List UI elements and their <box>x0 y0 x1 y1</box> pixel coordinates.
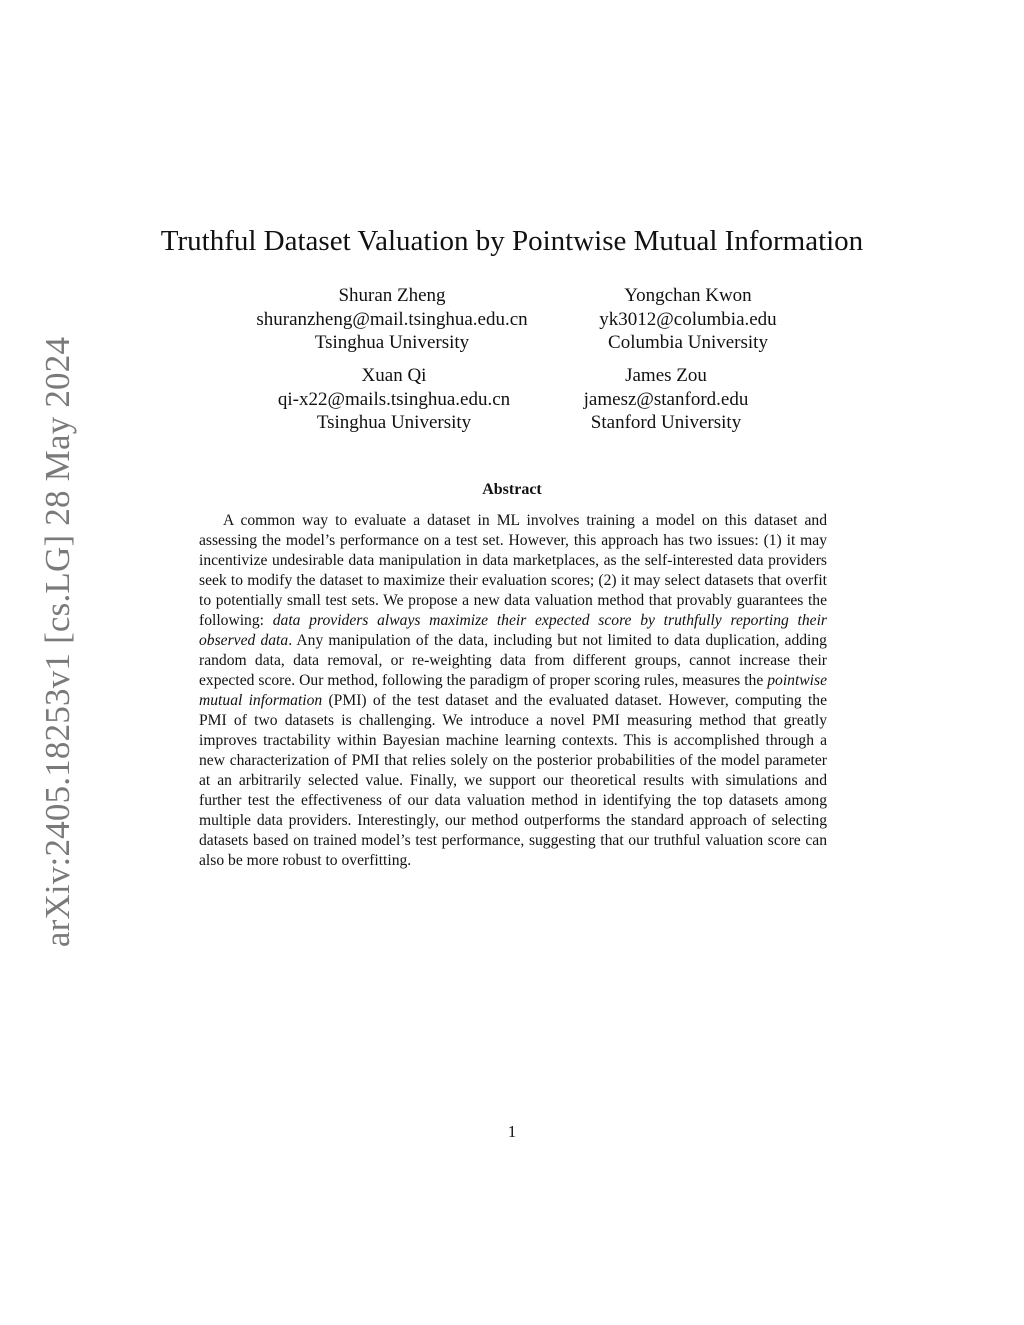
paper-title: Truthful Dataset Valuation by Pointwise Mutual Information <box>160 225 864 257</box>
abstract-emphasis: pointwise mutual information <box>199 672 827 709</box>
author-affiliation: Tsinghua University <box>316 412 472 433</box>
abstract-text: A common way to evaluate a dataset in ML involves training a model on this dataset and assessing the model’s performance on a test set. However, this approach has two issues: (1) it may incentivize undesirable data manipulation in data marketplaces, as the self-interested data providers seek to modify the dataset to maximize their evaluation scores; (2) it may select datasets that overfit to potentially small test sets. We propose a new data valuation method that provably guarantees the following: <box>199 512 827 629</box>
abstract-body <box>199 511 827 871</box>
abstract-text: . Any manipulation of the data, including but not limited to data duplication, adding random data, data removal, or re-weighting data from different groups, cannot increase their expected score. Our method, following the paradigm of proper scoring rules, measures the <box>199 632 827 689</box>
author-email: shuranzheng@mail.tsinghua.edu.cn <box>256 308 528 330</box>
author-name: Xuan Qi <box>361 365 427 386</box>
author-email: yk3012@columbia.edu <box>599 308 777 330</box>
author-affiliation: Stanford University <box>590 412 742 433</box>
author-email: qi-x22@mails.tsinghua.edu.cn <box>277 388 511 410</box>
abstract-emphasis: data providers always maximize their expected score by truthfully reporting their observed data <box>199 612 827 649</box>
abstract-heading: Abstract <box>482 481 542 498</box>
author-affiliation: Columbia University <box>608 332 768 353</box>
author-block-james-zou <box>496 364 836 435</box>
abstract-text: (PMI) of the test dataset and the evaluated dataset. However, computing the PMI of two datasets is challenging. We introduce a novel PMI measuring method that greatly improves tractability within Bayesian machine learning contexts. This is accomplished through a new characterization of PMI that relies solely on the posterior probabilities of the model parameter at an arbitrarily selected value. Finally, we support our theoretical results with simulations and further test the effectiveness of our data valuation method in identifying the top datasets among multiple data providers. Interestingly, our method outperforms the standard approach of selecting datasets based on trained model’s test performance, suggesting that our truthful valuation score can also be more robust to overfitting. <box>199 692 828 869</box>
author-block-yongchan-kwon <box>518 284 858 355</box>
author-name: James Zou <box>625 365 707 386</box>
author-email: jamesz@stanford.edu <box>583 388 749 410</box>
author-affiliation: Tsinghua University <box>314 332 470 353</box>
arxiv-identifier-stamp: arXiv:2405.18253v1 [cs.LG] 28 May 2024 <box>38 336 77 948</box>
author-name: Yongchan Kwon <box>624 285 752 306</box>
author-block-shuran-zheng <box>222 284 562 355</box>
page-number: 1 <box>507 1122 517 1141</box>
author-name: Shuran Zheng <box>338 285 446 306</box>
